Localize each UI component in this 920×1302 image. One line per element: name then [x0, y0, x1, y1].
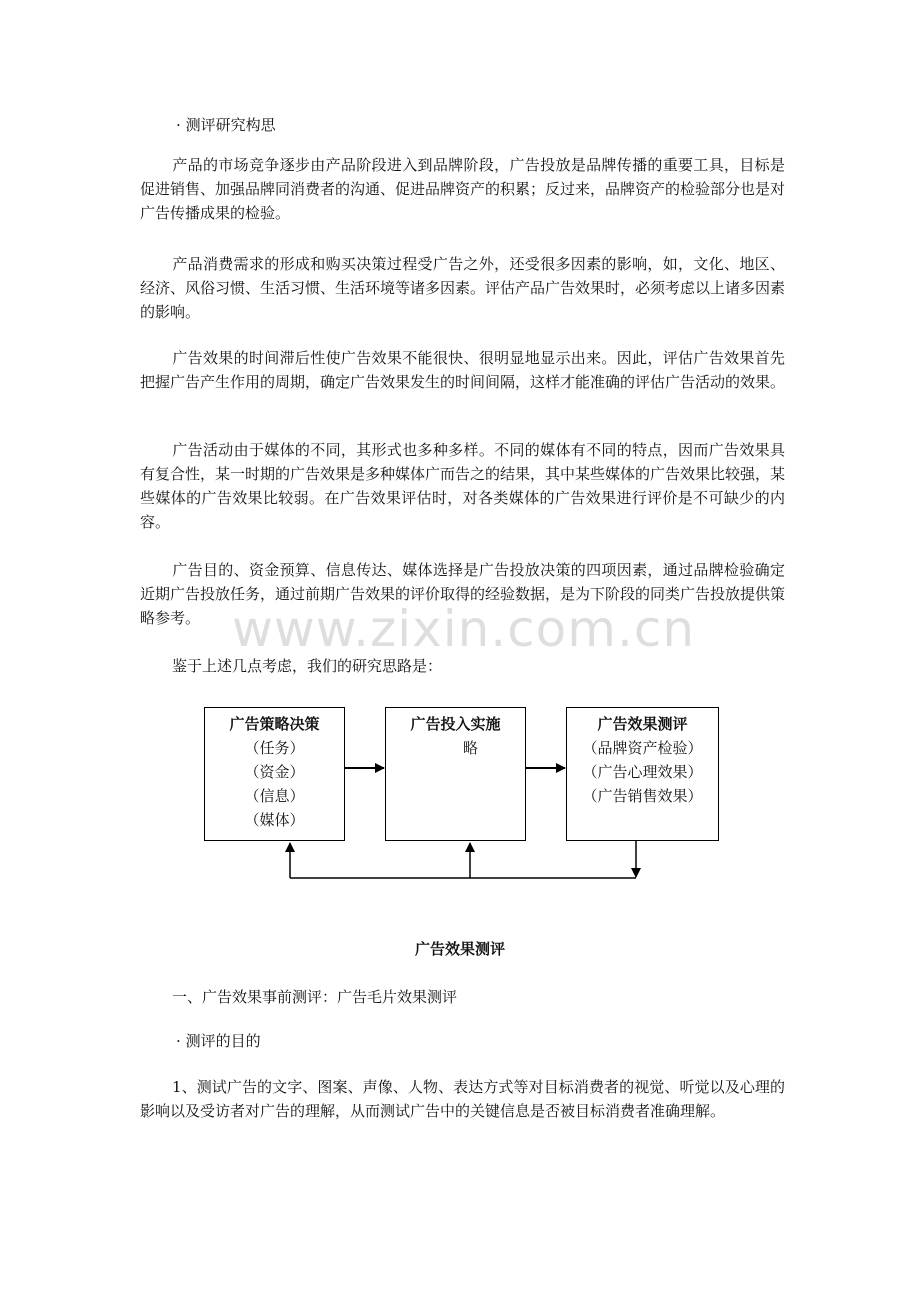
watermark: www.zixin.com.cn: [232, 600, 696, 658]
paragraph: 广告活动由于媒体的不同，其形式也多种多样。不同的媒体有不同的特点，因而广告效果具有复合性，某一时期的广告效果是多种媒体广而告之的结果，其中某些媒体的广告效果比较强，某些媒体的广告效果比较弱。在广告效果评估时，对各类媒体的广告效果进行评价是不可缺少的内容。: [140, 441, 786, 531]
box-item: （资金）: [244, 763, 305, 781]
box-title: 广告效果测评: [597, 715, 688, 733]
box-item: （任务）: [244, 739, 305, 757]
heading-ad-effect-evaluation: 广告效果测评: [414, 940, 505, 958]
diagram-box-implementation: [385, 707, 526, 841]
paragraph: 广告效果的时间滞后性使广告效果不能很快、很明显地显示出来。因此，评估广告效果首先把握广告产生作用的周期，确定广告效果发生的时间间隔，这样才能准确的评估广告活动的效果。: [140, 349, 786, 391]
paragraph: 产品消费需求的形成和购买决策过程受广告之外，还受很多因素的影响，如，文化、地区、经济、风俗习惯、生活习惯、生活环境等诸多因素。评估产品广告效果时，必须考虑以上诸多因素的影响。: [140, 255, 786, 321]
bullet: ·: [176, 116, 181, 134]
section-heading-purpose: [176, 1029, 261, 1053]
paragraph: 产品的市场竞争逐步由产品阶段进入到品牌阶段，广告投放是品牌传播的重要工具，目标是促进销售、加强品牌同消费者的沟通、促进品牌资产的积累；反过来，品牌资产的检验部分也是对广告传播成果的检验。: [140, 156, 786, 222]
box-item: （品牌资产检验）: [582, 739, 703, 757]
box-title: 广告投入实施: [410, 715, 501, 733]
paragraph-item-1: 1、测试广告的文字、图案、声像、人物、表达方式等对目标消费者的视觉、听觉以及心理的影响以及受访者对广告的理解，从而测试广告中的关键信息是否被目标消费者准确理解。: [140, 1078, 785, 1120]
box-item: （广告销售效果）: [582, 787, 703, 805]
paragraph: 鉴于上述几点考虑，我们的研究思路是：: [172, 657, 443, 675]
box-item: （信息）: [244, 787, 305, 805]
section-title: 测评的目的: [185, 1032, 261, 1050]
box-item: （广告心理效果）: [582, 763, 703, 781]
section-title: 测评研究构思: [185, 116, 276, 134]
diagram-box-strategy: [204, 707, 345, 841]
diagram-box-evaluation: [566, 707, 719, 841]
bullet: ·: [176, 1032, 181, 1050]
section-title-pre-test: 一、广告效果事前测评：广告毛片效果测评: [172, 988, 458, 1006]
paragraph: 广告目的、资金预算、信息传达、媒体选择是广告投放决策的四项因素，通过品牌检验确定近期广告投放任务，通过前期广告效果的评价取得的经验数据，是为下阶段的同类广告投放提供策略参考。: [140, 561, 786, 627]
box-item: 略: [462, 739, 478, 757]
box-title: 广告策略决策: [229, 715, 320, 733]
box-item: （媒体）: [244, 811, 305, 829]
